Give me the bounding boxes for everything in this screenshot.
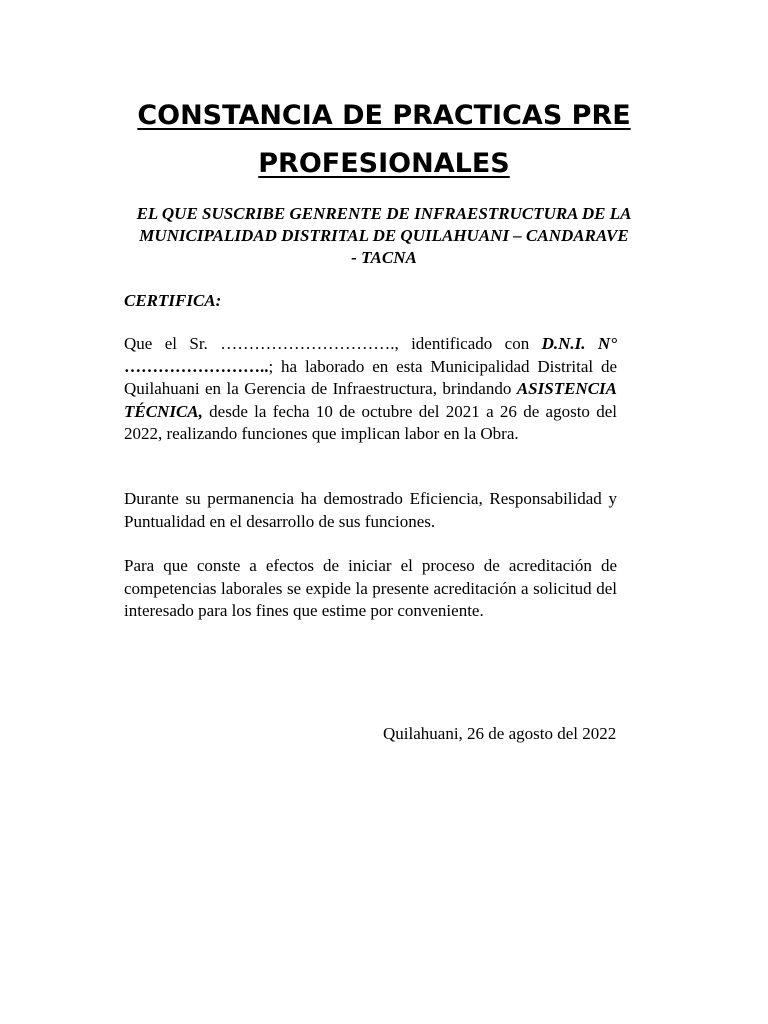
place-and-date: Quilahuani, 26 de agosto del 2022 <box>383 724 617 743</box>
issuer-heading: EL QUE SUSCRIBE GENRENTE DE INFRAESTRUCTURA DE LA MUNICIPALIDAD DISTRITAL DE QUILAHUANI – CANDARAVE - TACNA <box>136 204 632 267</box>
certifica-heading: CERTIFICA: <box>124 291 222 310</box>
document-title: CONSTANCIA DE PRACTICAS PRE PROFESIONALES <box>137 100 631 179</box>
paragraph1-text-part2: ; ha laborado en esta Municipalidad Distrital de Quilahuani en la Gerencia de Infraestructura, brindando <box>124 356 617 398</box>
dni-placeholder: …………………….. <box>124 356 269 376</box>
purpose-paragraph: Para que conste a efectos de iniciar el proceso de acreditación de competencias laborales se expide la presente acreditación a solicitud del interesado para los fines que estime por conveniente. <box>124 556 617 620</box>
certification-paragraph <box>124 333 617 446</box>
dni-label: D.N.I. N° <box>541 334 617 353</box>
role-text: ASISTENCIA TÉCNICA, <box>124 379 617 421</box>
paragraph1-text-part1: Que el Sr. …………………………., identificado con <box>124 334 542 353</box>
performance-paragraph: Durante su permanencia ha demostrado Eficiencia, Responsabilidad y Puntualidad en el desarrollo de sus funciones. <box>124 489 617 531</box>
paragraph1-text-part3: desde la fecha 10 de octubre del 2021 a 26 de agosto del 2022, realizando funciones que implican labor en la Obra. <box>124 401 617 443</box>
